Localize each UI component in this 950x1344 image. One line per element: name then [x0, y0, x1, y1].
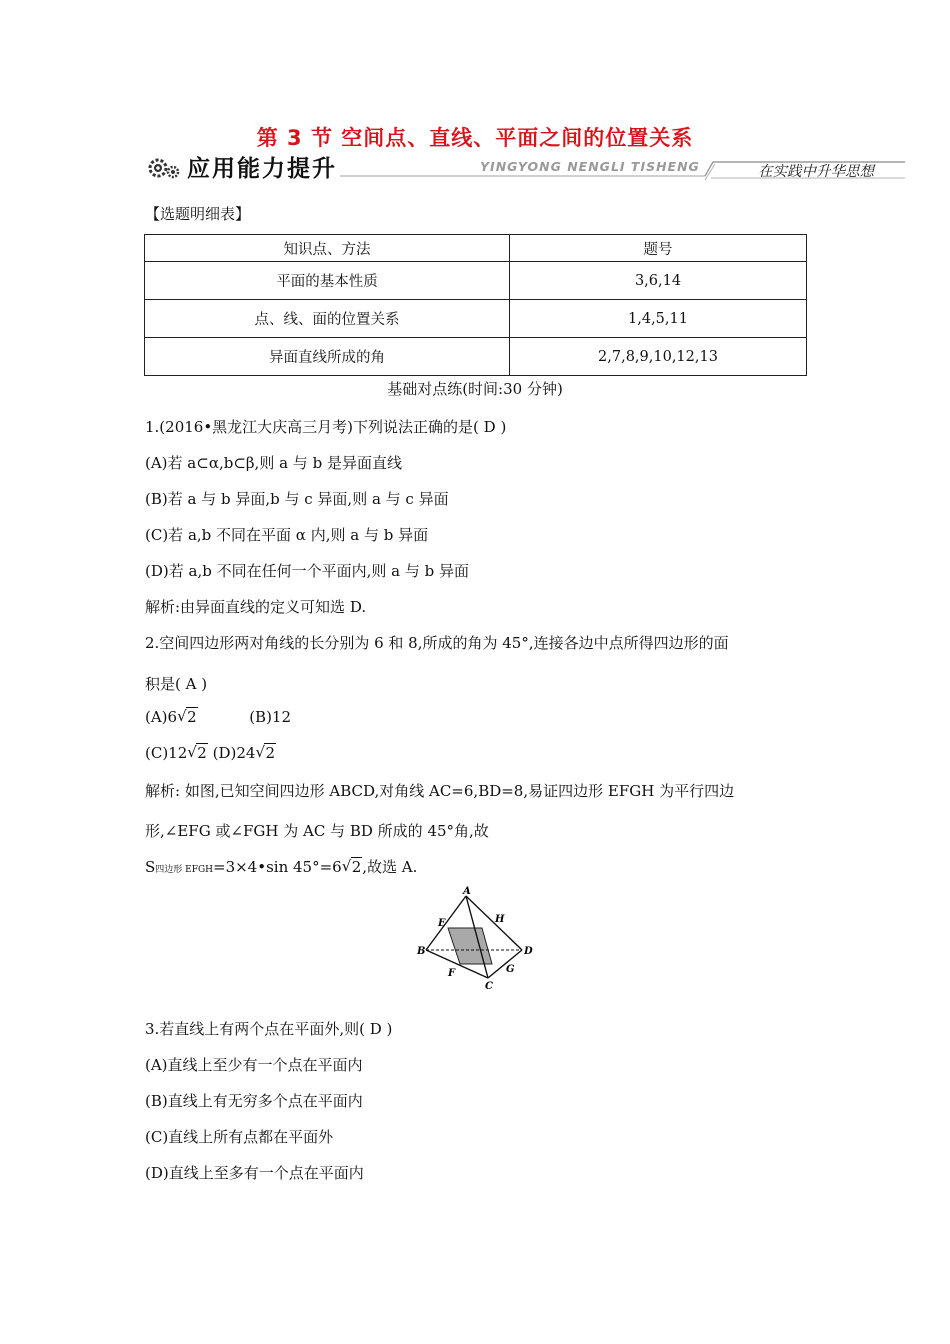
q3-option-b: (B)直线上有无穷多个点在平面内 — [145, 1092, 363, 1110]
figure-label-e: E — [438, 918, 446, 929]
section-title: 第 3 节 空间点、直线、平面之间的位置关系 — [256, 126, 694, 150]
table-header-row — [145, 235, 807, 262]
q2-analysis-line2: 形,∠EFG 或∠FGH 为 AC 与 BD 所成的 45°角,故 — [145, 822, 489, 840]
table-header-cell: 知识点、方法 — [145, 235, 510, 262]
q3-option-c: (C)直线上所有点都在平面外 — [145, 1128, 334, 1146]
q1-stem: 1.(2016•黑龙江大庆高三月考)下列说法正确的是( D ) — [145, 418, 507, 436]
q2-options-ab — [145, 708, 291, 726]
q2-stem-line1: 2.空间四边形两对角线的长分别为 6 和 8,所成的角为 45°,连接各边中点所得四边形的面 — [145, 634, 729, 652]
table-cell: 异面直线所成的角 — [145, 338, 510, 376]
q1-option-a: (A)若 a⊂α,b⊂β,则 a 与 b 是异面直线 — [145, 454, 402, 472]
q2-analysis-line1: 解析: 如图,已知空间四边形 ABCD,对角线 AC=6,BD=8,易证四边形 EFGH 为平行四边 — [145, 782, 735, 800]
table-cell: 3,6,14 — [510, 262, 807, 300]
topic-table-label: 【选题明细表】 — [145, 205, 251, 223]
q2-options-cd — [145, 744, 276, 762]
q2-option-a: (A)6 √ 2 — [145, 707, 197, 726]
table-header-cell: 题号 — [510, 235, 807, 262]
figure-label-c: C — [485, 981, 493, 992]
banner-slogan: 在实践中升华思想 — [758, 164, 874, 180]
figure-label-a: A — [463, 886, 471, 897]
gear-icon — [145, 152, 185, 182]
table-row — [145, 300, 807, 338]
sqrt-symbol: √ 2 — [255, 743, 275, 762]
q1-analysis: 解析:由异面直线的定义可知选 D. — [145, 598, 367, 616]
sqrt-symbol: √ 2 — [177, 707, 197, 726]
banner-pinyin: YINGYONG NENGLI TISHENG — [480, 159, 700, 174]
q2-stem-line2: 积是( A ) — [145, 675, 208, 693]
table-row — [145, 262, 807, 300]
banner — [145, 150, 905, 184]
q3-option-a: (A)直线上至少有一个点在平面内 — [145, 1056, 363, 1074]
q1-option-d: (D)若 a,b 不同在任何一个平面内,则 a 与 b 异面 — [145, 562, 469, 580]
q2-option-b: (B)12 — [249, 708, 292, 726]
figure-label-h: H — [495, 914, 505, 925]
q2-area-formula: S四边形 EFGH=3×4•sin 45°=6 √ 2,故选 A. — [145, 857, 418, 876]
q3-stem: 3.若直线上有两个点在平面外,则( D ) — [145, 1020, 393, 1038]
spatial-quadrilateral-figure — [412, 884, 536, 992]
table-cell: 点、线、面的位置关系 — [145, 300, 510, 338]
banner-title: 应用能力提升 — [187, 156, 337, 182]
table-row — [145, 338, 807, 376]
q2-option-c: (C)12 √ 2 — [145, 743, 207, 762]
table-cell: 2,7,8,9,10,12,13 — [510, 338, 807, 376]
figure-label-b: B — [417, 946, 426, 957]
practice-subheading: 基础对点练(时间:30 分钟) — [387, 380, 563, 398]
sqrt-symbol: √ 2 — [341, 857, 362, 876]
q1-option-b: (B)若 a 与 b 异面,b 与 c 异面,则 a 与 c 异面 — [145, 490, 449, 508]
sqrt-symbol: √ 2 — [187, 743, 207, 762]
q2-option-d: (D)24 √ 2 — [212, 743, 275, 762]
table-cell: 平面的基本性质 — [145, 262, 510, 300]
figure-label-g: G — [506, 964, 515, 975]
topic-table — [144, 234, 807, 376]
q3-option-d: (D)直线上至多有一个点在平面内 — [145, 1164, 364, 1182]
q1-option-c: (C)若 a,b 不同在平面 α 内,则 a 与 b 异面 — [145, 526, 429, 544]
figure-label-d: D — [524, 946, 533, 957]
table-cell: 1,4,5,11 — [510, 300, 807, 338]
figure-label-f: F — [448, 968, 456, 979]
